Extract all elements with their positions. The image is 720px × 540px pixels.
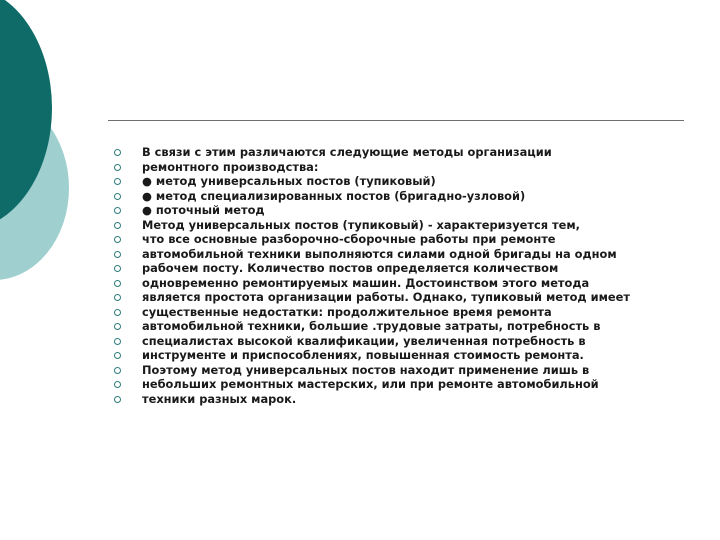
text-line-content: что все основные разборочно-сборочные работы при ремонте — [142, 232, 556, 246]
hollow-circle-icon — [114, 265, 121, 272]
text-line-content: ● метод специализированных постов (бригадно-узловой) — [142, 188, 526, 203]
hollow-circle-icon — [114, 309, 121, 316]
text-line-content: существенные недостатки: продолжительное время ремонта — [142, 304, 552, 319]
text-line-content: рабочем посту. Количество постов определяется количеством — [142, 261, 559, 275]
text-line-content: автомобильной техники, большие .трудовые затраты, потребность в — [142, 319, 601, 333]
hollow-circle-icon — [114, 178, 121, 185]
hollow-circle-icon — [114, 367, 121, 374]
text-line — [112, 160, 702, 175]
horizontal-rule — [108, 120, 684, 121]
decorative-circles — [0, 0, 120, 300]
text-line-content: одновременно ремонтируемых машин. Достоинством этого метода — [142, 275, 590, 290]
body-text-list — [112, 145, 702, 406]
hollow-circle-icon — [114, 280, 121, 287]
hollow-circle-icon — [114, 207, 121, 214]
text-line — [112, 261, 702, 276]
text-line — [112, 363, 702, 378]
text-line-content: Метод универсальных постов (тупиковый) - характеризуется тем, — [142, 217, 580, 232]
text-line — [112, 218, 702, 233]
text-line-content: является простота организации работы. Однако, тупиковый метод имеет — [142, 290, 630, 304]
text-line — [112, 247, 702, 262]
hollow-circle-icon — [114, 338, 121, 345]
hollow-circle-icon — [114, 323, 121, 330]
text-line — [112, 377, 702, 392]
text-line — [112, 232, 702, 247]
text-line-content: В связи с этим различаются следующие методы организации — [142, 145, 552, 159]
hollow-circle-icon — [114, 222, 121, 229]
text-line-content: ● поточный метод — [142, 203, 265, 217]
text-line-content: автомобильной техники выполняются силами одной бригады на одном — [142, 246, 617, 261]
text-line-content: Поэтому метод универсальных постов находит применение лишь в — [142, 362, 590, 377]
hollow-circle-icon — [114, 193, 121, 200]
text-line — [112, 319, 702, 334]
text-line — [112, 334, 702, 349]
text-line-content: ● метод универсальных постов (тупиковый) — [142, 174, 436, 188]
hollow-circle-icon — [114, 164, 121, 171]
hollow-circle-icon — [114, 149, 121, 156]
hollow-circle-icon — [114, 294, 121, 301]
text-line — [112, 348, 702, 363]
text-line — [112, 305, 702, 320]
hollow-circle-icon — [114, 251, 121, 258]
text-line — [112, 392, 702, 407]
text-line — [112, 174, 702, 189]
text-line — [112, 145, 702, 160]
hollow-circle-icon — [114, 381, 121, 388]
hollow-circle-icon — [114, 352, 121, 359]
text-line-content: инструменте и приспособлениях, повышенная стоимость ремонта. — [142, 348, 584, 362]
text-line-content: специалистах высокой квалификации, увеличенная потребность в — [142, 333, 586, 348]
text-line — [112, 276, 702, 291]
text-line-content: техники разных марок. — [142, 391, 297, 406]
text-line-content: небольших ремонтных мастерских, или при ремонте автомобильной — [142, 377, 599, 391]
text-line — [112, 189, 702, 204]
text-line — [112, 290, 702, 305]
text-line-content: ремонтного производства: — [142, 159, 319, 174]
text-line — [112, 203, 702, 218]
hollow-circle-icon — [114, 236, 121, 243]
hollow-circle-icon — [114, 396, 121, 403]
